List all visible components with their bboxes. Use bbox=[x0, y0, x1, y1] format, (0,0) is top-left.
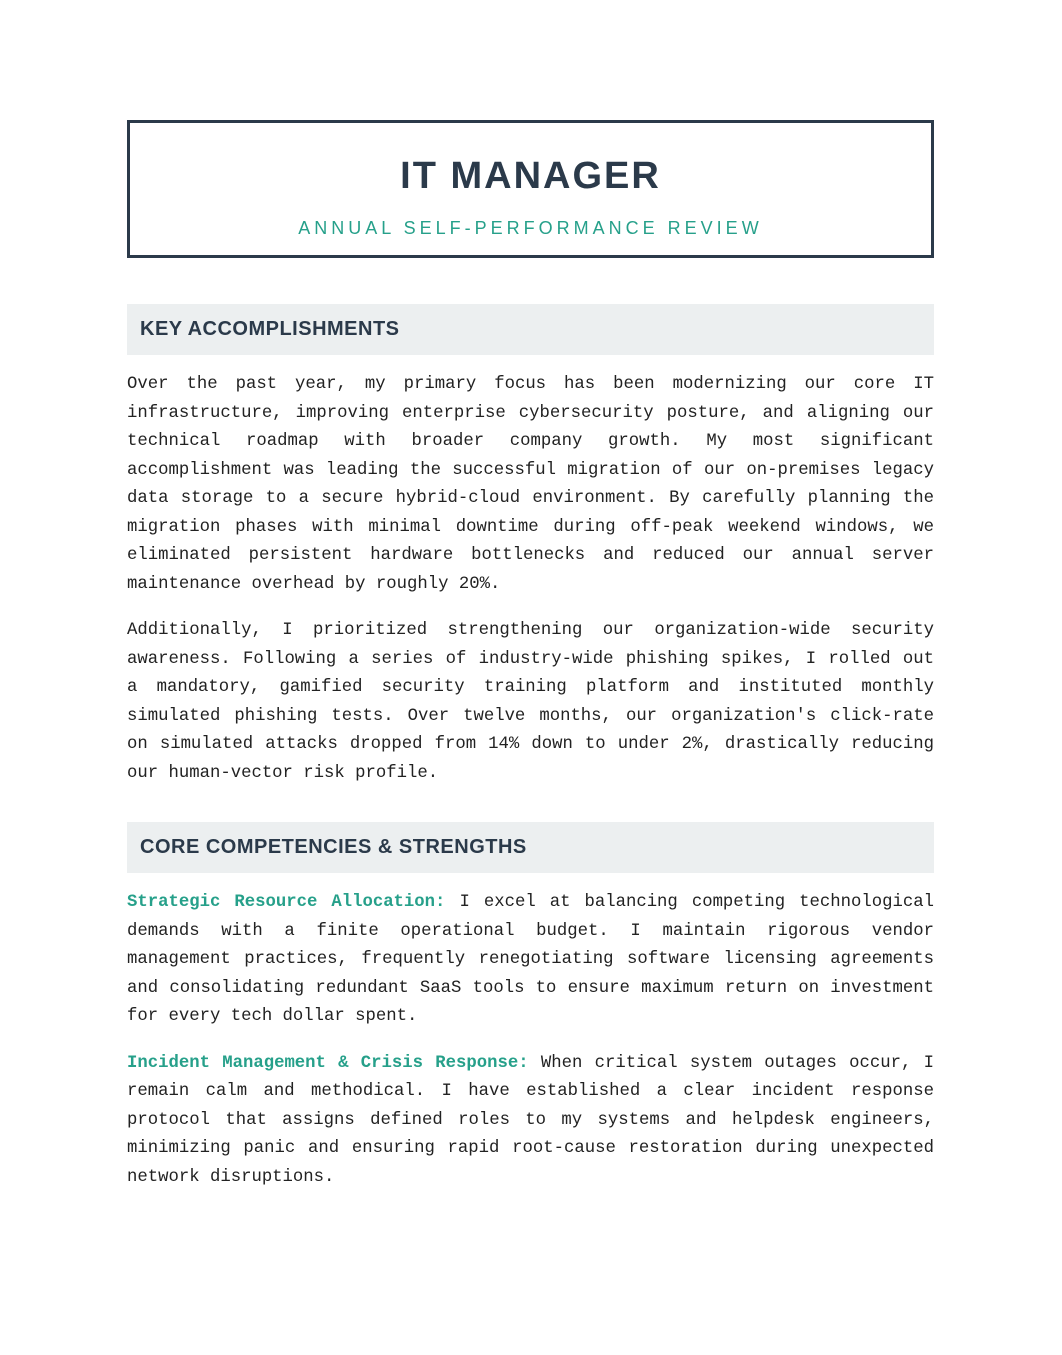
competency-label: Incident Management & Crisis Response: bbox=[127, 1053, 529, 1073]
section-heading-competencies: CORE COMPETENCIES & STRENGTHS bbox=[127, 822, 934, 873]
accomplishments-paragraph-2: Additionally, I prioritized strengthening our organization-wide security awareness. Following a series of industry-wide phishing spikes, I rolled out a mandatory, gamified security training platform and instituted monthly simulated phishing tests. Over twelve months, our organization's click-rate on simulated attacks dropped from 14% down to under 2%, drastically reducing our human-vector risk profile. bbox=[127, 621, 934, 783]
section-heading-accomplishments: KEY ACCOMPLISHMENTS bbox=[127, 304, 934, 355]
competency-incident-management bbox=[127, 1050, 934, 1193]
competency-text: When critical system outages occur, I remain calm and methodical. I have established a clear incident response protocol that assigns defined roles to my systems and helpdesk engineers, minimizing panic and ensuring rapid root-cause restoration during unexpected network disruptions. bbox=[127, 1053, 935, 1187]
competency-strategic-resource bbox=[127, 889, 934, 1032]
review-document bbox=[127, 120, 934, 1192]
accomplishments-paragraph-1: Over the past year, my primary focus has been modernizing our core IT infrastructure, improving enterprise cybersecurity posture, and aligning our technical roadmap with broader company growth. My most significant accomplishment was leading the successful migration of our on-premises legacy data storage to a secure hybrid-cloud environment. By carefully planning the migration phases with minimal downtime during off-peak weekend windows, we eliminated persistent hardware bottlenecks and reduced our annual server maintenance overhead by roughly 20%. bbox=[127, 375, 934, 594]
page-title: IT MANAGER bbox=[400, 155, 661, 197]
competency-text: I excel at balancing competing technological demands with a finite operational budget. I maintain rigorous vendor management practices, frequently renegotiating software licensing agreements and consolidating redundant SaaS tools to ensure maximum return on investment for every tech dollar spent. bbox=[127, 893, 934, 1026]
title-box bbox=[127, 120, 934, 258]
page-subtitle: ANNUAL SELF-PERFORMANCE REVIEW bbox=[298, 218, 763, 238]
competency-label: Strategic Resource Allocation: bbox=[127, 893, 446, 912]
